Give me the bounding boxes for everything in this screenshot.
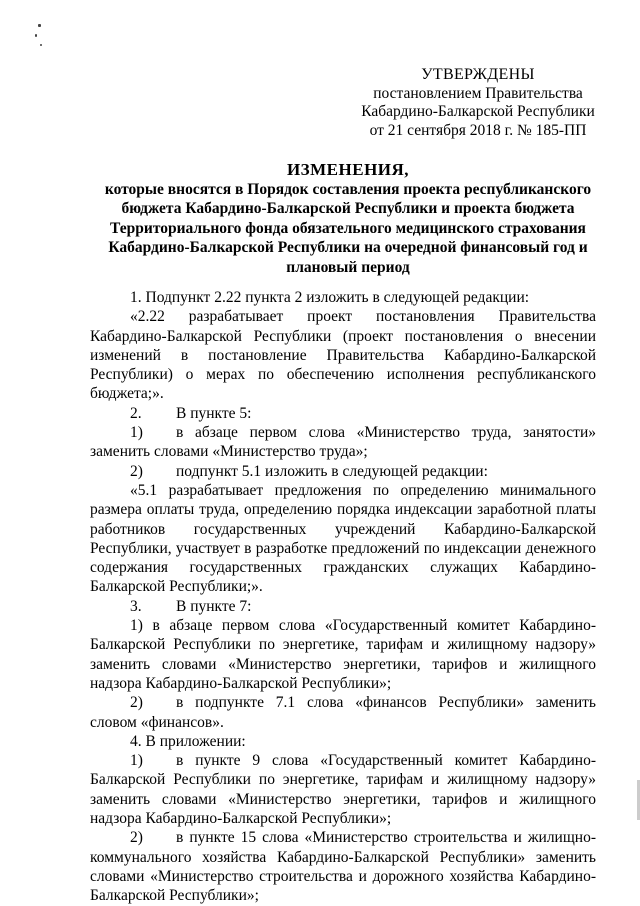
paragraph-text: в абзаце первом слова «Министерство труда, занятости» заменить словами «Министерство труда»; xyxy=(90,424,596,461)
paragraph-4-1 xyxy=(90,751,596,828)
approval-line: постановлением Правительства xyxy=(373,84,583,102)
paragraph-4: 4. В приложении: xyxy=(130,732,246,750)
item-number: 2. xyxy=(130,404,142,422)
item-number: 3. xyxy=(130,597,142,615)
scan-artifact xyxy=(38,24,41,27)
paragraph-1: 1. Подпункт 2.22 пункта 2 изложить в следующей редакции: xyxy=(130,289,530,306)
paragraph-text: подпункт 5.1 изложить в следующей редакции: xyxy=(176,462,488,480)
item-number: 2) xyxy=(130,694,143,712)
paragraph-2-2 xyxy=(90,462,596,481)
document-body xyxy=(90,288,596,906)
paragraph-2-1 xyxy=(90,423,596,462)
paragraph-3-2 xyxy=(90,693,596,732)
paragraph-2-quote: «5.1 разрабатывает предложения по определению минимального размера оплаты труда, определению порядка индексации заработной платы работников государственных учреждений Кабардино-Балкарской Республики, участвует в разработке предложений по индексации денежного содержания государственных гражданских служащих Кабардино-Балкарской Республики;». xyxy=(90,481,596,596)
paragraph-2 xyxy=(90,404,596,423)
item-number: 1) xyxy=(130,424,143,442)
scan-artifact xyxy=(40,44,42,46)
title-subtitle: которые вносятся в Порядок составления проекта республиканского бюджета Кабардино-Балкарской Республики и проекта бюджета Территориального фонда обязательного медицинского страхования Кабардино-Балкарской Республики на очередной финансовый год и плановый период xyxy=(104,180,592,276)
approval-line: Кабардино-Балкарской Республики xyxy=(361,103,595,120)
approval-line: от 21 сентября 2018 г. № 185-ПП xyxy=(369,121,587,139)
approval-head: УТВЕРЖДЕНЫ xyxy=(421,66,535,83)
paragraph-4-2 xyxy=(90,828,596,905)
item-number: 1) xyxy=(130,752,143,770)
paragraph-1-quote: «2.22 разрабатывает проект постановления Правительства Кабардино-Балкарской Республики (проект постановления о внесении изменений в постановление Правительства Кабардино-Балкарской Республики) о мерах по обеспечению исполнения республиканского бюджета;». xyxy=(90,308,596,403)
scan-artifact xyxy=(35,34,37,37)
paragraph-3-1: 1) в абзаце первом слова «Государственный комитет Кабардино-Балкарской Республики по энергетике, тарифам и жилищному надзору» заменить словами «Министерство энергетики, тарифов и жилищного надзора Кабардино-Балкарской Республики»; xyxy=(90,617,596,692)
paragraph-3 xyxy=(90,597,596,616)
approval-stamp xyxy=(360,66,596,140)
document-title xyxy=(90,160,606,277)
paragraph-text: в подпункте 7.1 слова «финансов Республики» заменить словом «финансов». xyxy=(90,694,596,731)
item-number: 2) xyxy=(130,829,143,847)
paragraph-text: в пункте 15 слова «Министерство строительства и жилищно-коммунального хозяйства Кабардино-Балкарской Республики» заменить словами «Министерство строительства и дорожного хозяйства Кабардино-Балкарской Республики»; xyxy=(90,829,596,905)
paragraph-text: в пункте 9 слова «Государственный комитет Кабардино-Балкарской Республики по энергетике, тарифам и жилищному надзору» заменить словами «Министерство энергетики, тарифов и жилищного надзора Кабардино-Балкарской Республики»; xyxy=(90,752,596,828)
paragraph-text: В пункте 7: xyxy=(176,597,252,615)
paragraph-text: В пункте 5: xyxy=(176,404,252,422)
title-main: ИЗМЕНЕНИЯ, xyxy=(286,160,410,179)
item-number: 2) xyxy=(130,462,143,480)
